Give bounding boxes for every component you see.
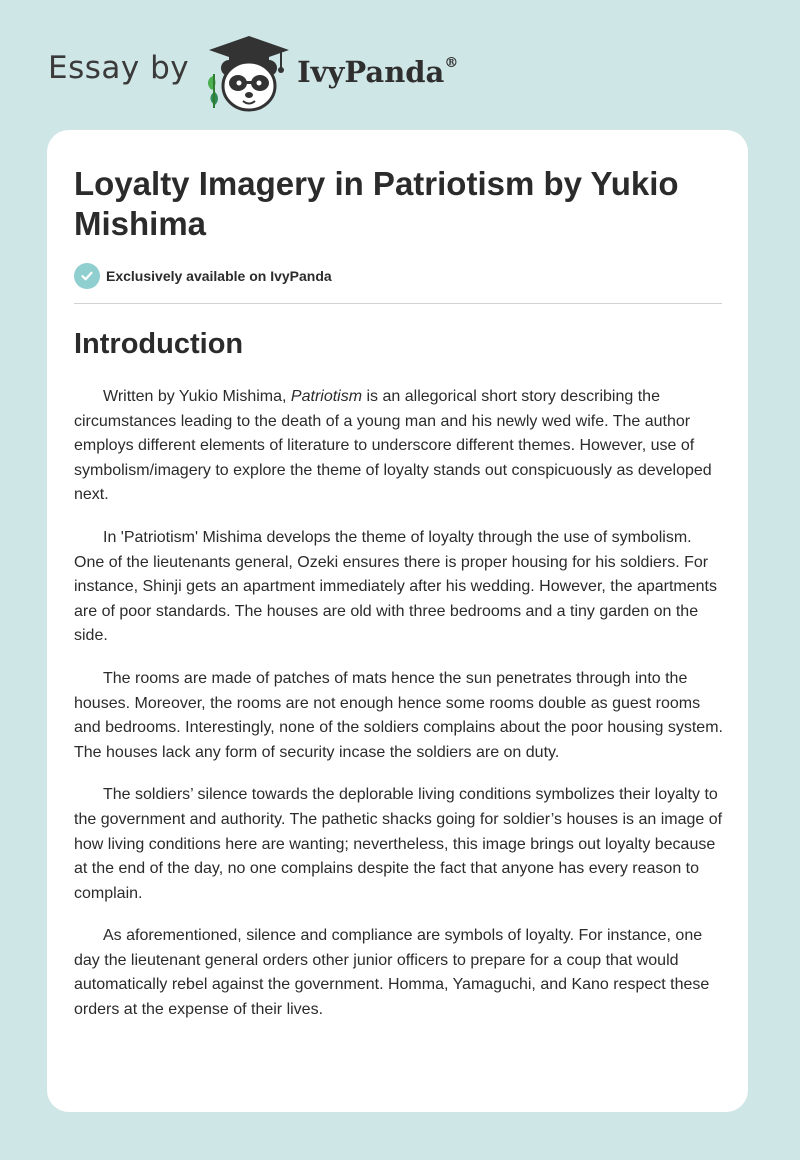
paragraph [74, 385, 724, 508]
ivypanda-logo-panda-icon[interactable] [203, 34, 295, 114]
paragraph: The rooms are made of patches of mats hence the sun penetrates through into the houses. Moreover, the rooms are not enough hence some rooms double as guest rooms and bedrooms. Interestingly, none of the soldiers complains about the poor housing system. The houses lack any form of security incase the soldiers are on duty. [74, 669, 723, 761]
check-circle-icon [74, 263, 100, 289]
brand-name-text: IvyPanda [297, 55, 445, 89]
paragraph: As aforementioned, silence and compliance are symbols of loyalty. For instance, one day the lieutenant general orders other junior officers to prepare for a coup that would automatically rebel against the government. Homma, Yamaguchi, and Kano respect these orders at the expense of their lives. [74, 927, 710, 1019]
essay-by-label: Essay by [48, 50, 190, 86]
exclusive-badge [74, 263, 332, 289]
essay-body [74, 385, 724, 1041]
paragraph-text: Written by Yukio Mishima, [103, 388, 291, 405]
paragraph-text: is an allegorical short story describing the circumstances leading to the death of a young man and his newly wed wife. The author employs different elements of literature to underscore different themes. However, use of symbolism/imagery to explore the theme of loyalty stands out conspicuously as developed next. [74, 388, 712, 504]
paragraph: The soldiers’ silence towards the deplorable living conditions symbolizes their loyalty to the government and authority. The pathetic shacks going for soldier’s houses is an image of how living conditions here are wanting; nevertheless, this image brings out loyalty because at the end of the day, no one complains despite the fact that anyone has every reason to complain. [74, 786, 723, 902]
essay-card [47, 130, 748, 1112]
brand-name[interactable] [297, 55, 458, 89]
registered-mark: ® [444, 55, 459, 72]
title-divider [74, 303, 722, 304]
site-header [48, 34, 458, 114]
section-heading: Introduction [74, 328, 244, 360]
book-title: Patriotism [290, 388, 363, 405]
exclusive-badge-label: Exclusively available on IvyPanda [106, 268, 332, 284]
paragraph: In 'Patriotism' Mishima develops the theme of loyalty through the use of symbolism. One of the lieutenants general, Ozeki ensures there is proper housing for his soldiers. For instance, Shinji gets an apartment immediately after his wedding. However, the apartments are of poor standards. The houses are old with three bedrooms and a tiny garden on the side. [74, 528, 717, 645]
essay-title: Loyalty Imagery in Patriotism by Yukio Mishima [74, 165, 679, 242]
